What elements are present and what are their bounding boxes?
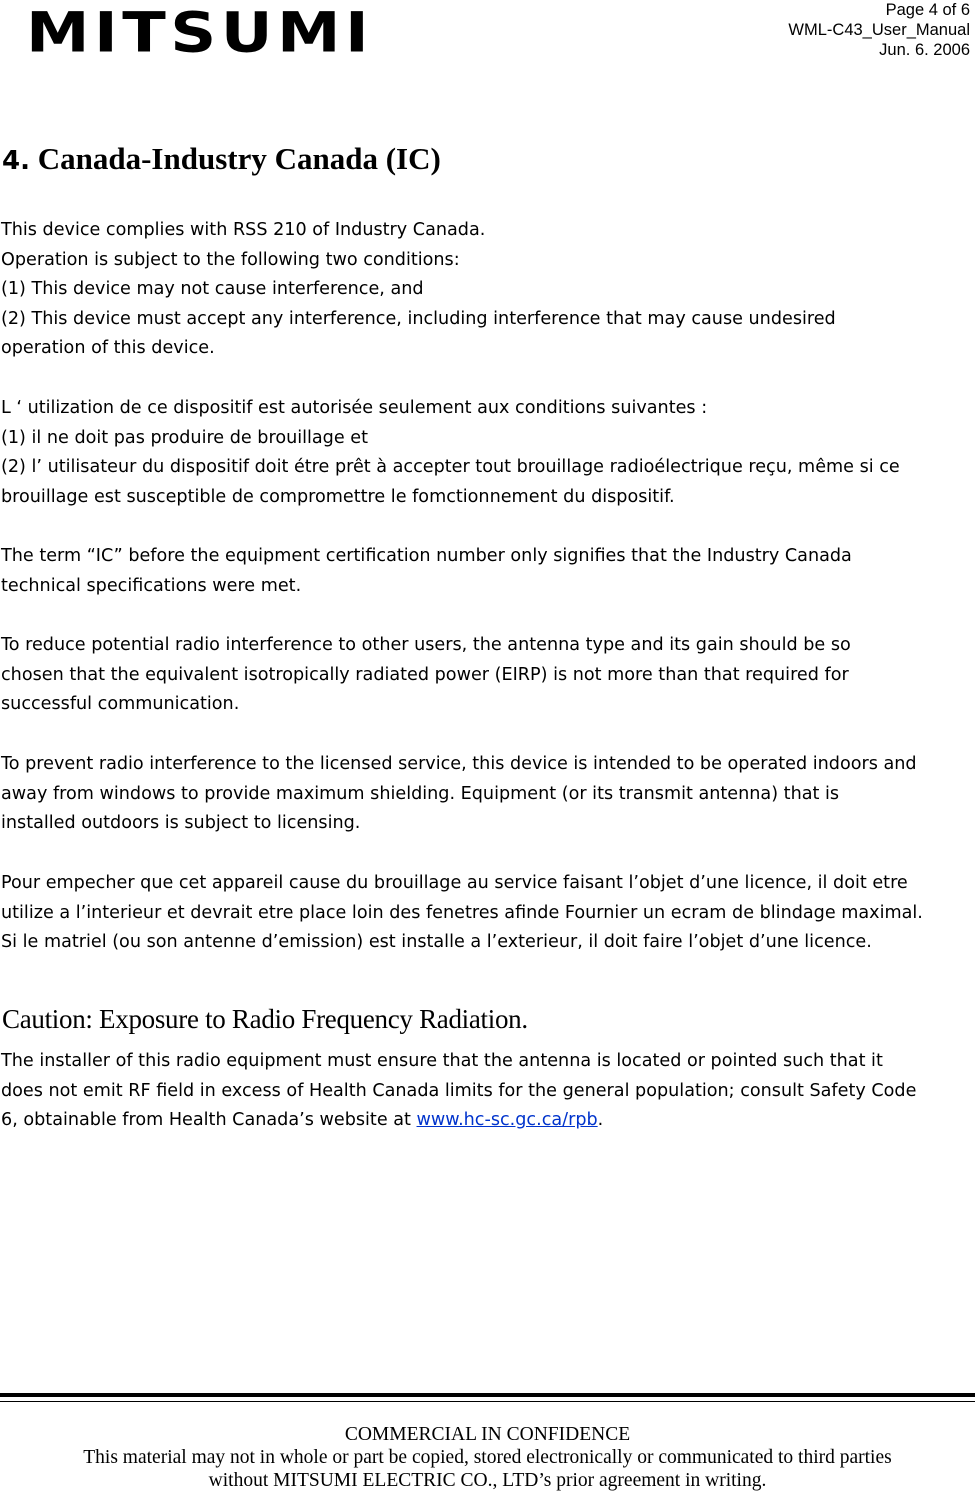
text-line: technical specifications were met. (1, 575, 302, 596)
caution-heading: Caution: Exposure to Radio Frequency Radiation. (2, 1004, 528, 1034)
footer-divider (0, 1393, 975, 1397)
text-line: away from windows to provide maximum shielding. Equipment (or its transmit antenna) that is (1, 783, 840, 804)
text-line: successful communication. (1, 694, 240, 714)
health-canada-link[interactable]: www.hc-sc.gc.ca/rpb (416, 1110, 598, 1130)
text-fragment: 6, obtainable from Health Canada’s website at (1, 1110, 417, 1130)
text-line: Operation is subject to the following two conditions: (1, 249, 460, 270)
text-line: installed outdoors is subject to licensing. (1, 813, 361, 833)
company-logo: MITSUMI (26, 1, 374, 66)
document-name: WML-C43_User_Manual (788, 21, 970, 39)
confidentiality-label: COMMERCIAL IN CONFIDENCE (344, 1424, 631, 1445)
paragraph-rf-exposure (1, 1047, 974, 1136)
text-line: (1) il ne doit pas produire de brouillage et (1, 427, 368, 448)
page-info (788, 0, 970, 60)
paragraph-antenna-gain (1, 631, 974, 720)
text-fragment: . (597, 1110, 604, 1130)
text-line (1, 1106, 974, 1136)
text-line: L ‘ utilization de ce dispositif est autorisée seulement aux conditions suivantes : (1, 398, 708, 418)
text-line: The installer of this radio equipment must ensure that the antenna is located or pointed such that it (1, 1051, 883, 1071)
text-line: Si le matriel (ou son antenne d’emission) est installe a l’exterieur, il doit faire l’objet d’une licence. (1, 932, 872, 952)
paragraph-ic-compliance (1, 216, 974, 364)
text-line: To prevent radio interference to the licensed service, this device is intended to be operated indoors and (1, 754, 917, 774)
page-number: Page 4 of 6 (885, 1, 970, 19)
copyright-notice-continued: without MITSUMI ELECTRIC CO., LTD’s prior agreement in writing. (208, 1470, 767, 1491)
footer-divider-thin (0, 1401, 975, 1402)
paragraph-indoor-operation (1, 750, 974, 839)
text-line: brouillage est susceptible de compromettre le fomctionnement du dispositif. (1, 486, 675, 507)
section-heading (2, 139, 441, 181)
copyright-notice: This material may not in whole or part be copied, stored electronically or communicated to third parties (83, 1447, 892, 1468)
document-date: Jun. 6. 2006 (879, 41, 970, 59)
paragraph-french-conditions (1, 394, 974, 512)
text-line: chosen that the equivalent isotropically radiated power (EIRP) is not more than that required for (1, 664, 849, 685)
text-line: operation of this device. (1, 338, 215, 358)
text-line: This device complies with RSS 210 of Industry Canada. (1, 220, 486, 240)
section-title: Canada-Industry Canada (IC) (37, 141, 441, 176)
text-line: (2) This device must accept any interference, including interference that may cause undesired (1, 308, 836, 329)
footer (0, 1423, 975, 1492)
text-line: (2) l’ utilisateur du dispositif doit étre prêt à accepter tout brouillage radioélectrique reçu, même si ce (1, 457, 900, 477)
paragraph-ic-term (1, 542, 974, 601)
text-line: Pour empecher que cet appareil cause du brouillage au service faisant l’objet d’une licence, il doit etre (1, 873, 908, 893)
section-number: 4. (2, 146, 30, 176)
text-line: (1) This device may not cause interference, and (1, 279, 424, 299)
text-line: does not emit RF field in excess of Health Canada limits for the general population; consult Safety Code (1, 1080, 917, 1101)
text-line: To reduce potential radio interference to other users, the antenna type and its gain should be so (1, 635, 851, 655)
text-line: utilize a l’interieur et devrait etre place loin des fenetres afinde Fournier un ecram de blindage maximal. (1, 902, 923, 923)
paragraph-french-licence (1, 869, 974, 958)
text-line: The term “IC” before the equipment certification number only signifies that the Industry Canada (1, 546, 852, 566)
